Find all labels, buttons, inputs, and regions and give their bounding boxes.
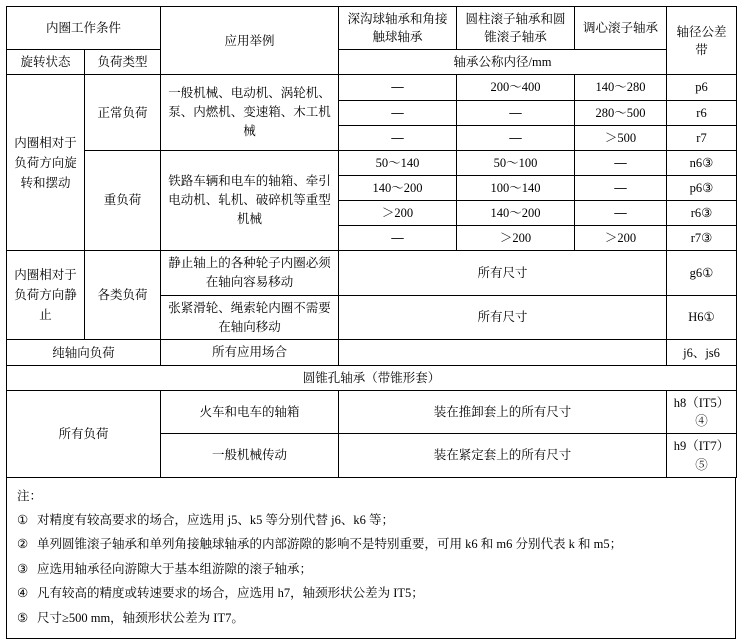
header-deep-groove-angular: 深沟球轴承和角接触球轴承 [339,7,457,50]
cell-adapter-sleeve-sizes: 装在紧定套上的所有尺寸 [339,434,667,477]
cell-cylindrical-size: 200～400 [457,75,575,100]
cell-all-sizes: 所有尺寸 [339,295,667,340]
cell-deep-groove-size: — [339,125,457,150]
note-item [17,532,725,556]
table-row [7,391,737,434]
note-item [17,557,725,581]
cell-tolerance: r7③ [667,226,737,251]
notes-block [6,478,736,639]
header-nominal-bore: 轴承公称内径/mm [339,50,667,75]
note-item [17,581,725,605]
note-item [17,508,725,532]
cell-tolerance: p6 [667,75,737,100]
note-text: 凡有较高的精度或转速要求的场合，应选用 h7，轴颈形状公差为 IT5； [37,586,424,601]
cell-all-sizes: 所有尺寸 [339,251,667,296]
note-text: 应选用轴承径向游隙大于基本组游隙的滚子轴承； [37,561,313,576]
cell-deep-groove-size: 50～140 [339,150,457,175]
cell-cylindrical-size: ＞200 [457,226,575,251]
header-self-aligning: 调心滚子轴承 [575,7,667,50]
header-rotation-state: 旋转状态 [7,50,85,75]
cell-tolerance: H6① [667,295,737,340]
cell-tolerance: r6 [667,100,737,125]
note-number: ④ [17,586,29,601]
note-text: 对精度有较高要求的场合，应选用 j5、k5 等分别代替 j6、k6 等； [37,513,394,527]
cell-tolerance: r6③ [667,201,737,226]
cell-cylindrical-size: 100～140 [457,175,575,200]
cell-tolerance: n6③ [667,150,737,175]
note-number: ③ [17,561,29,576]
cell-load-all-types: 各类负荷 [85,251,161,340]
table-header-row-1 [7,7,737,50]
cell-application-train-axlebox: 火车和电车的轴箱 [161,391,339,434]
cell-self-aligning-size: — [575,201,667,226]
note-text: 尺寸≥500 mm，轴颈形状公差为 IT7。 [37,610,244,625]
cell-cylindrical-size: — [457,100,575,125]
cell-deep-groove-size: ＞200 [339,201,457,226]
cell-self-aligning-size: ＞200 [575,226,667,251]
cell-deep-groove-size: — [339,226,457,251]
cell-load-heavy: 重负荷 [85,150,161,251]
header-application-examples: 应用举例 [161,7,339,75]
cell-tolerance: p6③ [667,175,737,200]
cell-rotation-rotating: 内圈相对于负荷方向旋转和摆动 [7,75,85,251]
bearing-fit-table [6,6,737,478]
note-number: ⑤ [17,610,29,625]
cell-self-aligning-size: 280～500 [575,100,667,125]
cell-pure-axial-load: 纯轴向负荷 [7,340,161,366]
table-row [7,150,737,175]
cell-tolerance: j6、js6 [667,340,737,366]
table-header-row-2 [7,50,737,75]
cell-cylindrical-size: 50～100 [457,150,575,175]
cell-application-general-drive: 一般机械传动 [161,434,339,477]
table-row [7,251,737,296]
cell-application-idler-wheels: 静止轴上的各种轮子内圈必须在轴向容易移动 [161,251,339,296]
cell-self-aligning-size: — [575,150,667,175]
note-number: ① [17,513,29,527]
header-inner-ring-conditions: 内圈工作条件 [7,7,161,50]
note-number: ② [17,537,29,552]
cell-tolerance: h8（IT5）④ [667,391,737,434]
cell-self-aligning-size: ＞500 [575,125,667,150]
cell-load-all: 所有负荷 [7,391,161,478]
cell-tolerance: g6① [667,251,737,296]
note-item [17,606,725,630]
cell-application-tension-pulley: 张紧滑轮、绳索轮内圈不需要在轴向移动 [161,295,339,340]
cell-deep-groove-size: — [339,75,457,100]
cell-application-railway: 铁路车辆和电车的轴箱、牵引电动机、轧机、破碎机等重型机械 [161,150,339,251]
cell-cylindrical-size: — [457,125,575,150]
table-section-title-row [7,366,737,391]
notes-title: 注： [17,488,43,503]
cell-withdrawal-sleeve-sizes: 装在推卸套上的所有尺寸 [339,391,667,434]
header-load-type: 负荷类型 [85,50,161,75]
cell-load-normal: 正常负荷 [85,75,161,150]
cell-tolerance: r7 [667,125,737,150]
cell-deep-groove-size: 140～200 [339,175,457,200]
cell-rotation-stationary: 内圈相对于负荷方向静止 [7,251,85,340]
cell-cylindrical-size: 140～200 [457,201,575,226]
cell-tolerance: h9（IT7）⑤ [667,434,737,477]
cell-self-aligning-size: — [575,175,667,200]
cell-deep-groove-size: — [339,100,457,125]
cell-all-sizes [339,340,667,366]
section-title-tapered-bore: 圆锥孔轴承（带锥形套） [7,366,737,391]
cell-application-general-machinery: 一般机械、电动机、涡轮机、泵、内燃机、变速箱、木工机械 [161,75,339,150]
cell-self-aligning-size: 140～280 [575,75,667,100]
header-cylindrical-tapered: 圆柱滚子轴承和圆锥滚子轴承 [457,7,575,50]
table-row [7,75,737,100]
header-shaft-tolerance: 轴径公差带 [667,7,737,75]
note-text: 单列圆锥滚子轴承和单列角接触球轴承的内部游隙的影响不是特别重要，可用 k6 和 m6 分别代表 k 和 m5； [37,537,623,552]
cell-application-all-cases: 所有应用场合 [161,340,339,366]
table-row [7,340,737,366]
